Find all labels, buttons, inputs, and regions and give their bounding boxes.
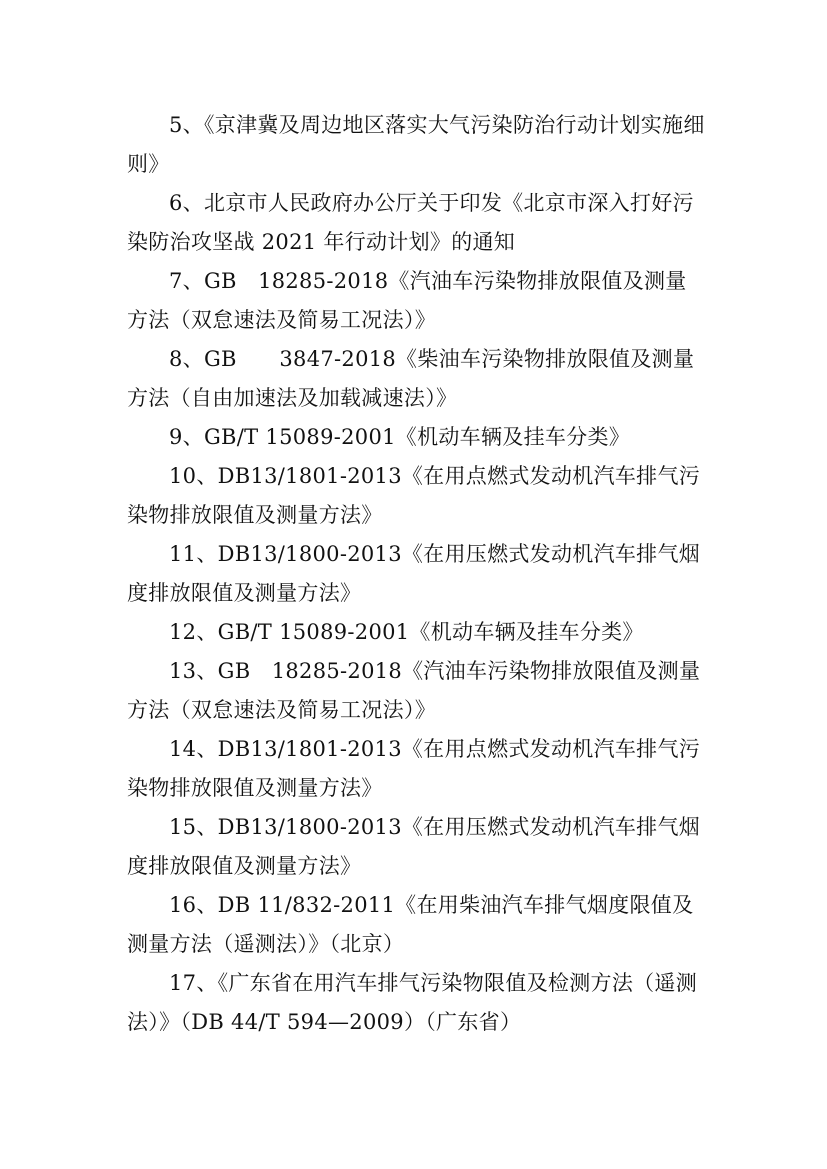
reference-item-12: 12、GB/T 15089-2001《机动车辆及挂车分类》 bbox=[169, 620, 644, 644]
reference-item-13: 13、GB 18285-2018《汽油车污染物排放限值及测量方法（双怠速法及简易工况法）》 bbox=[127, 659, 701, 722]
reference-item-11: 11、DB13/1800-2013《在用压燃式发动机汽车排气烟度排放限值及测量方法》 bbox=[127, 542, 701, 605]
reference-item-17: 17、《广东省在用汽车排气污染物限值及检测方法（遥测法）》（DB 44/T 594—2009）（广东省） bbox=[127, 971, 698, 1034]
reference-item-5: 5、《京津冀及周边地区落实大气污染防治行动计划实施细则》 bbox=[127, 113, 705, 176]
reference-item-14: 14、DB13/1801-2013《在用点燃式发动机汽车排气污染物排放限值及测量方法》 bbox=[127, 737, 701, 800]
reference-item-7: 7、GB 18285-2018《汽油车污染物排放限值及测量方法（双怠速法及简易工况法）》 bbox=[127, 269, 687, 332]
reference-item-6: 6、北京市人民政府办公厅关于印发《北京市深入打好污染防治攻坚战 2021 年行动计划》的通知 bbox=[127, 191, 694, 254]
reference-item-16: 16、DB 11/832-2011《在用柴油汽车排气烟度限值及测量方法（遥测法）》（北京） bbox=[127, 893, 694, 956]
reference-list bbox=[127, 106, 707, 1042]
reference-item-15: 15、DB13/1800-2013《在用压燃式发动机汽车排气烟度排放限值及测量方法》 bbox=[127, 815, 701, 878]
reference-item-10: 10、DB13/1801-2013《在用点燃式发动机汽车排气污染物排放限值及测量方法》 bbox=[127, 464, 701, 527]
reference-item-9: 9、GB/T 15089-2001《机动车辆及挂车分类》 bbox=[169, 425, 631, 449]
reference-item-8: 8、GB 3847-2018《柴油车污染物排放限值及测量方法（自由加速法及加载减速法）》 bbox=[127, 347, 695, 410]
